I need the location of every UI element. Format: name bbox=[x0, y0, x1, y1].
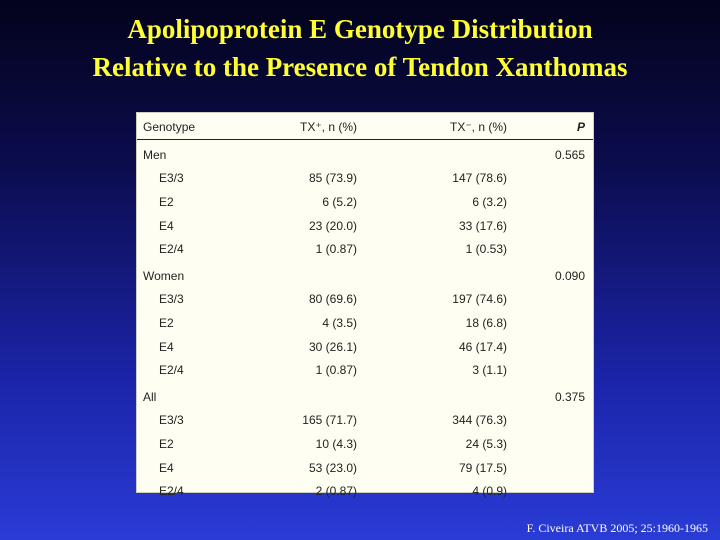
group-tx-negative-empty bbox=[363, 261, 513, 288]
table-row bbox=[137, 358, 593, 382]
table-row bbox=[137, 311, 593, 335]
cell-genotype: E2 bbox=[159, 436, 174, 451]
slide-title-line-1: Apolipoprotein E Genotype Distribution bbox=[127, 14, 593, 44]
cell-genotype: E2/4 bbox=[159, 242, 184, 257]
cell-tx-negative: 1 (0.53) bbox=[465, 242, 507, 257]
cell-tx-positive: 85 (73.9) bbox=[308, 171, 357, 186]
table-group-row bbox=[137, 382, 593, 409]
header-tx-negative: TX⁻, n (%) bbox=[363, 117, 513, 140]
cell-tx-positive: 4 (3.5) bbox=[322, 315, 357, 330]
cell-tx-negative: 24 (5.3) bbox=[465, 436, 507, 451]
group-tx-positive-empty bbox=[267, 261, 363, 288]
table-header-row bbox=[137, 117, 593, 140]
cell-p-value-empty bbox=[513, 456, 593, 480]
cell-tx-negative: 46 (17.4) bbox=[458, 339, 507, 354]
table-row bbox=[137, 432, 593, 456]
genotype-table-panel bbox=[136, 112, 594, 499]
header-tx-positive: TX⁺, n (%) bbox=[267, 117, 363, 140]
cell-tx-negative: 6 (3.2) bbox=[472, 194, 507, 209]
group-label: Women bbox=[143, 268, 185, 283]
cell-genotype: E2/4 bbox=[159, 363, 184, 378]
table-row bbox=[137, 288, 593, 312]
group-p-value: 0.090 bbox=[554, 268, 585, 283]
cell-tx-positive: 30 (26.1) bbox=[308, 339, 357, 354]
table-group-row bbox=[137, 140, 593, 167]
table-group-row bbox=[137, 261, 593, 288]
cell-tx-positive: 2 (0.87) bbox=[315, 484, 357, 499]
table-row bbox=[137, 479, 593, 503]
table-row bbox=[137, 214, 593, 238]
cell-tx-negative: 197 (74.6) bbox=[452, 292, 507, 307]
cell-tx-positive: 165 (71.7) bbox=[302, 413, 357, 428]
cell-genotype: E2 bbox=[159, 315, 174, 330]
cell-tx-positive: 80 (69.6) bbox=[308, 292, 357, 307]
cell-p-value-empty bbox=[513, 190, 593, 214]
cell-genotype: E4 bbox=[159, 339, 174, 354]
cell-tx-negative: 79 (17.5) bbox=[458, 460, 507, 475]
cell-p-value-empty bbox=[513, 288, 593, 312]
slide-title bbox=[0, 10, 720, 86]
cell-tx-negative: 344 (76.3) bbox=[452, 413, 507, 428]
cell-p-value-empty bbox=[513, 479, 593, 503]
cell-tx-positive: 6 (5.2) bbox=[322, 194, 357, 209]
cell-p-value-empty bbox=[513, 432, 593, 456]
cell-genotype: E3/3 bbox=[159, 292, 184, 307]
cell-genotype: E4 bbox=[159, 218, 174, 233]
group-tx-negative-empty bbox=[363, 382, 513, 409]
table-row bbox=[137, 409, 593, 433]
cell-tx-negative: 4 (0.9) bbox=[472, 484, 507, 499]
cell-tx-negative: 3 (1.1) bbox=[472, 363, 507, 378]
cell-p-value-empty bbox=[513, 167, 593, 191]
group-p-value: 0.565 bbox=[554, 147, 585, 162]
header-genotype: Genotype bbox=[137, 117, 267, 140]
cell-p-value-empty bbox=[513, 237, 593, 261]
table-row bbox=[137, 190, 593, 214]
cell-tx-positive: 53 (23.0) bbox=[308, 460, 357, 475]
table-body bbox=[137, 140, 593, 503]
slide-title-line-2: Relative to the Presence of Tendon Xanthomas bbox=[92, 52, 628, 82]
table-row bbox=[137, 237, 593, 261]
cell-p-value-empty bbox=[513, 214, 593, 238]
cell-tx-positive: 1 (0.87) bbox=[315, 363, 357, 378]
cell-genotype: E2 bbox=[159, 194, 174, 209]
cell-tx-negative: 147 (78.6) bbox=[452, 171, 507, 186]
table-row bbox=[137, 456, 593, 480]
group-label: All bbox=[143, 389, 157, 404]
cell-p-value-empty bbox=[513, 409, 593, 433]
group-tx-positive-empty bbox=[267, 382, 363, 409]
genotype-table bbox=[137, 117, 593, 503]
cell-tx-negative: 33 (17.6) bbox=[458, 218, 507, 233]
cell-genotype: E3/3 bbox=[159, 413, 184, 428]
cell-tx-positive: 1 (0.87) bbox=[315, 242, 357, 257]
group-label: Men bbox=[143, 147, 167, 162]
cell-genotype: E4 bbox=[159, 460, 174, 475]
cell-genotype: E2/4 bbox=[159, 484, 184, 499]
cell-p-value-empty bbox=[513, 335, 593, 359]
cell-p-value-empty bbox=[513, 358, 593, 382]
group-p-value: 0.375 bbox=[554, 389, 585, 404]
cell-genotype: E3/3 bbox=[159, 171, 184, 186]
header-p-value: P bbox=[513, 117, 593, 140]
cell-tx-negative: 18 (6.8) bbox=[465, 315, 507, 330]
cell-p-value-empty bbox=[513, 311, 593, 335]
cell-tx-positive: 23 (20.0) bbox=[308, 218, 357, 233]
table-row bbox=[137, 167, 593, 191]
group-tx-negative-empty bbox=[363, 140, 513, 167]
cell-tx-positive: 10 (4.3) bbox=[315, 436, 357, 451]
group-tx-positive-empty bbox=[267, 140, 363, 167]
table-row bbox=[137, 335, 593, 359]
citation: F. Civeira ATVB 2005; 25:1960-1965 bbox=[526, 521, 708, 535]
